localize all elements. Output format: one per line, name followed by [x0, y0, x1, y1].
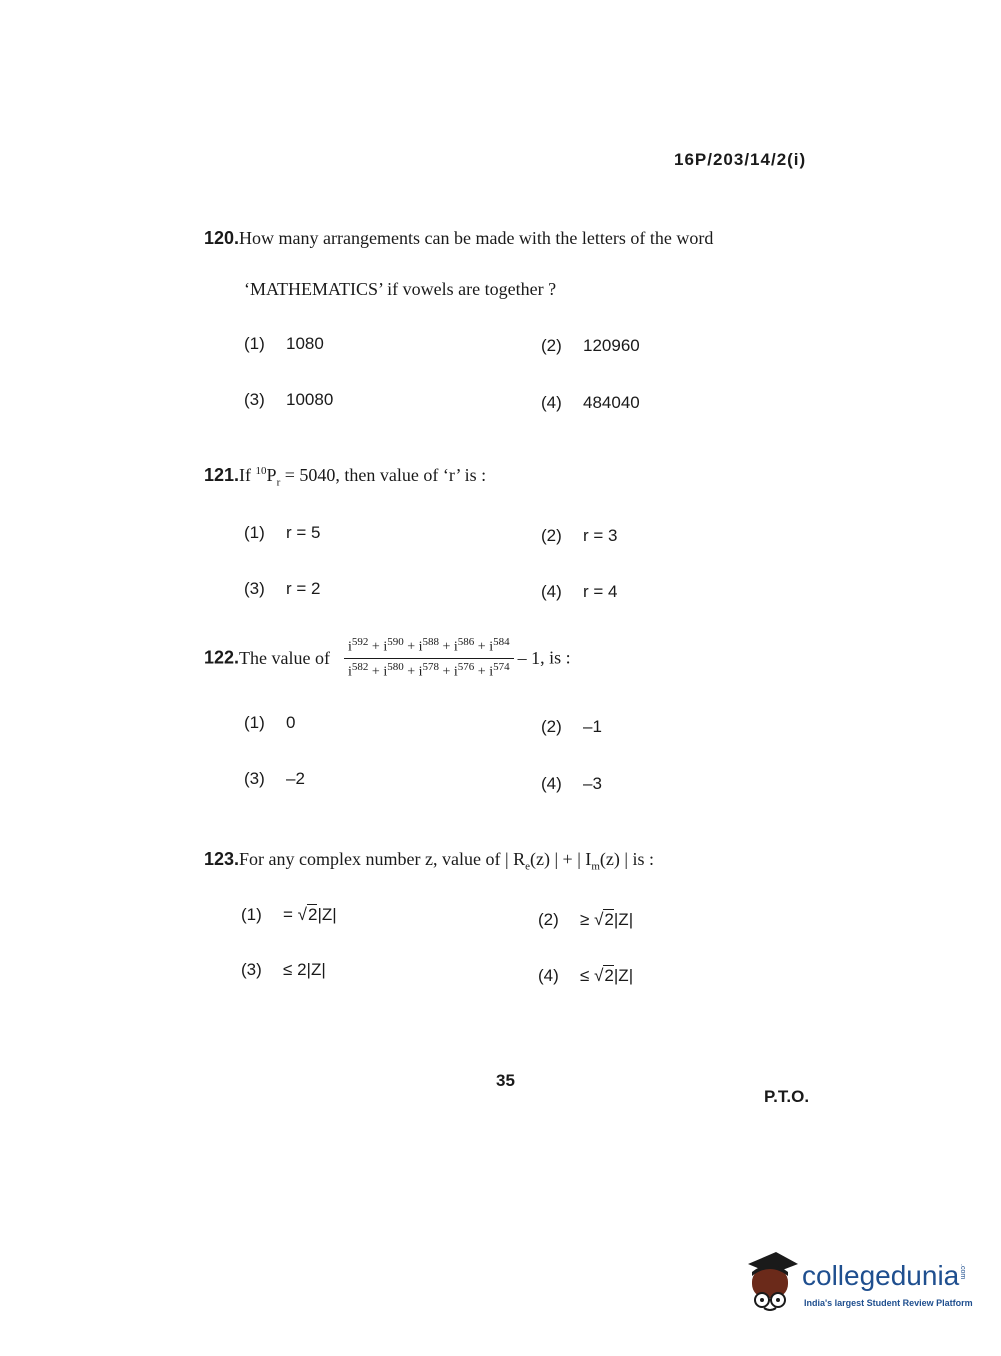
- question-text: If $^{10}P_r = 5040$, then value of ‘r’ is :: [239, 465, 487, 489]
- question-number: 122.: [204, 647, 240, 668]
- page-number: 35: [496, 1071, 515, 1090]
- question-text-line2: ‘MATHEMATICS’ if vowels are together ?: [244, 279, 557, 299]
- option-4: (4) ≤ √2|Z|: [538, 966, 634, 985]
- option-2: (2) r = 3: [541, 526, 618, 545]
- logo-tagline: India's largest Student Review Platform: [804, 1298, 973, 1308]
- question-120: [204, 228, 713, 249]
- question-text: How many arrangements can be made with the letters of the word: [239, 228, 714, 248]
- logo-name: collegedunia: [802, 1260, 960, 1291]
- question-number: 123.: [204, 849, 240, 869]
- option-1: (1) 1080: [244, 334, 324, 353]
- question-123: [204, 849, 654, 873]
- option-1: (1) = √2|Z|: [241, 905, 337, 924]
- fraction: [344, 636, 514, 680]
- option-3: (3) –2: [244, 769, 305, 788]
- option-2: (2) ≥ √2|Z|: [538, 910, 634, 929]
- question-121: [204, 465, 486, 489]
- pto-label: P.T.O.: [764, 1087, 810, 1106]
- option-2: (2) 120960: [541, 336, 640, 355]
- logo-dotcom: .com: [959, 1264, 966, 1280]
- paper-code: 16P/203/14/2(i): [674, 150, 807, 169]
- mascot-icon: [742, 1250, 800, 1312]
- option-3: (3) 10080: [244, 390, 334, 409]
- option-4: (4) –3: [541, 774, 602, 793]
- question-122: 122.The value of $\frac{i^{592} + i^{590} + i^{588} + i^{586} + i^{584}}{i^{582} + i^{580} + i^{578} + i^{576} + i^{574}}$ – 1, is :: [204, 636, 571, 680]
- option-4: (4) 484040: [541, 393, 640, 412]
- option-1: (1) 0: [244, 713, 296, 732]
- question-number: 121.: [204, 465, 240, 485]
- collegedunia-logo: [742, 1248, 972, 1318]
- fraction-denominator: $i^{582} + i^{580} + i^{578} + i^{576} + i^{574}$: [348, 660, 510, 680]
- option-1: (1) r = 5: [244, 523, 321, 542]
- question-number: 120.: [204, 228, 240, 248]
- option-3: (3) r = 2: [244, 579, 321, 598]
- question-text: The value of: [239, 647, 331, 668]
- option-2: (2) –1: [541, 717, 602, 736]
- option-3: (3) ≤ 2|Z|: [241, 960, 326, 979]
- fraction-numerator: $i^{592} + i^{590} + i^{588} + i^{586} + i^{584}$: [344, 636, 514, 659]
- option-4: (4) r = 4: [541, 582, 618, 601]
- question-text: For any complex number z, value of | $R_e(z)$ | + | $I_m(z)$ | is :: [239, 849, 654, 873]
